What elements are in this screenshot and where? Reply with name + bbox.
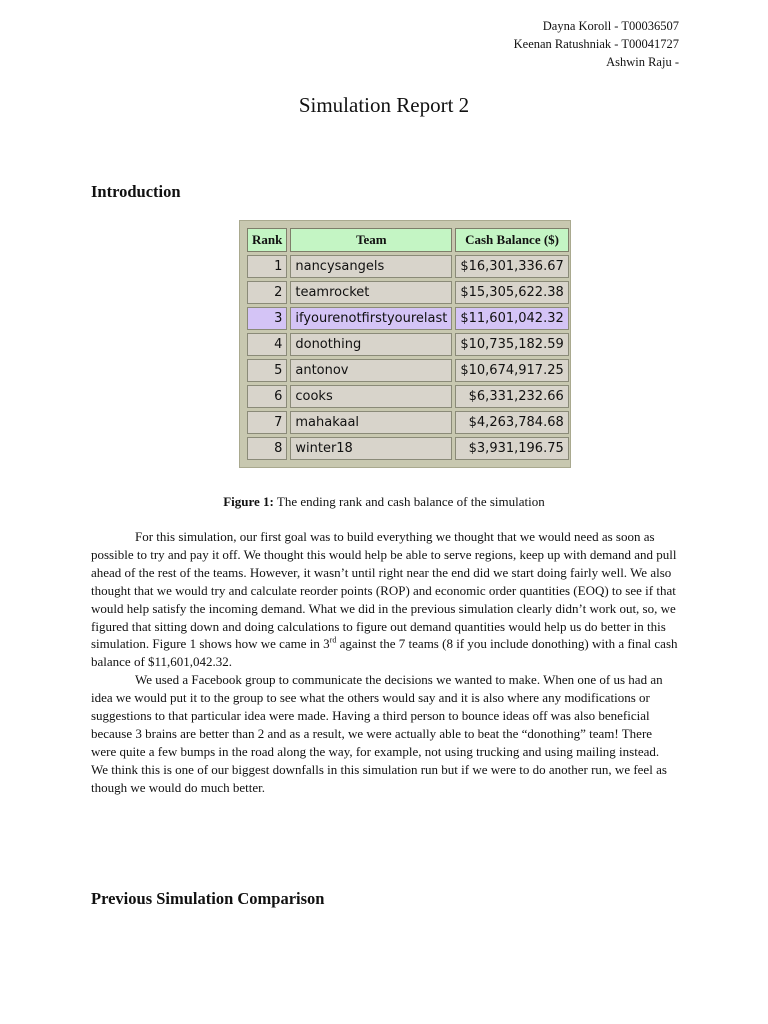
cell-team: nancysangels xyxy=(290,255,452,278)
figure-caption xyxy=(0,494,768,510)
ranking-table xyxy=(244,225,572,463)
table-row xyxy=(247,281,569,304)
cell-cash: $11,601,042.32 xyxy=(455,307,568,330)
cell-team: mahakaal xyxy=(290,411,452,434)
author-block xyxy=(514,17,679,71)
author-line: Ashwin Raju - xyxy=(606,55,679,69)
paragraph-1-text: For this simulation, our first goal was to build everything we thought that we would need as soon as possible to try and pay it off. We thought this would help be able to serve regions, keep up with demand and pull ahead of the rest of the teams. However, it wasn’t until right near the end did we start doing fairly well. We also thought that we would try and calculate reorder points (ROP) and economic order quantities (EOQ) to see if that would help satisfy the incoming demand. What we did in the previous simulation clearly didn’t work out, so, we figured that sitting down and doing calculations to figure out demand quantities would help us do better in this simulation. Figure 1 shows how we came in 3 xyxy=(91,529,677,652)
document-title: Simulation Report 2 xyxy=(298,93,470,117)
table-row xyxy=(247,359,569,382)
cell-team: winter18 xyxy=(290,437,452,460)
cell-rank: 7 xyxy=(247,411,287,434)
header-rank: Rank xyxy=(247,228,287,252)
cell-team: ifyourenotfirstyourelast xyxy=(290,307,452,330)
cell-cash: $15,305,622.38 xyxy=(455,281,568,304)
cell-rank: 1 xyxy=(247,255,287,278)
header-cash-balance: Cash Balance ($) xyxy=(455,228,568,252)
ordinal-suffix: rd xyxy=(329,636,337,646)
author-line: Keenan Ratushniak - T00041727 xyxy=(513,37,679,51)
table-header-row xyxy=(247,228,569,252)
table-row-highlighted xyxy=(247,307,569,330)
cell-rank: 3 xyxy=(247,307,287,330)
body-text xyxy=(91,528,679,797)
caption-text: The ending rank and cash balance of the simulation xyxy=(273,494,545,509)
cell-team: cooks xyxy=(290,385,452,408)
cell-rank: 5 xyxy=(247,359,287,382)
header-team: Team xyxy=(290,228,452,252)
cell-rank: 2 xyxy=(247,281,287,304)
cell-team: teamrocket xyxy=(290,281,452,304)
table-row xyxy=(247,385,569,408)
cell-team: donothing xyxy=(290,333,452,356)
paragraph-1-text-end: against the 7 teams (8 if you include donothing) with a final cash balance of $11,601,042.32. xyxy=(91,636,678,670)
caption-label: Figure 1: xyxy=(223,494,274,509)
cell-rank: 4 xyxy=(247,333,287,356)
cell-rank: 6 xyxy=(247,385,287,408)
cell-cash: $16,301,336.67 xyxy=(455,255,568,278)
table-row xyxy=(247,333,569,356)
table-row xyxy=(247,437,569,460)
section-heading-introduction: Introduction xyxy=(91,182,181,201)
paragraph-2: We used a Facebook group to communicate the decisions we wanted to make. When one of us had an idea we would put it to the group to see what the others would say and it is also where any modifications or suggestions to that particular idea were made. Having a third person to bounce ideas off was also beneficial because 3 brains are better than 2 and as a result, we were actually able to beat the “donothing” team! There were quite a few bumps in the road along the way, for example, not using trucking and using mailing instead. We think this is one of our biggest downfalls in this simulation run but if we were to do another run, we feel as though we would do much better. xyxy=(91,672,667,795)
cell-cash: $4,263,784.68 xyxy=(455,411,568,434)
cell-cash: $10,735,182.59 xyxy=(455,333,568,356)
table-row xyxy=(247,255,569,278)
author-line: Dayna Koroll - T00036507 xyxy=(542,19,679,33)
paragraph-1 xyxy=(91,528,679,671)
cell-team: antonov xyxy=(290,359,452,382)
ranking-table-figure xyxy=(239,220,571,468)
section-heading-previous-simulation: Previous Simulation Comparison xyxy=(91,889,325,908)
table-row xyxy=(247,411,569,434)
cell-cash: $10,674,917.25 xyxy=(455,359,568,382)
cell-cash: $3,931,196.75 xyxy=(455,437,568,460)
cell-cash: $6,331,232.66 xyxy=(455,385,568,408)
cell-rank: 8 xyxy=(247,437,287,460)
